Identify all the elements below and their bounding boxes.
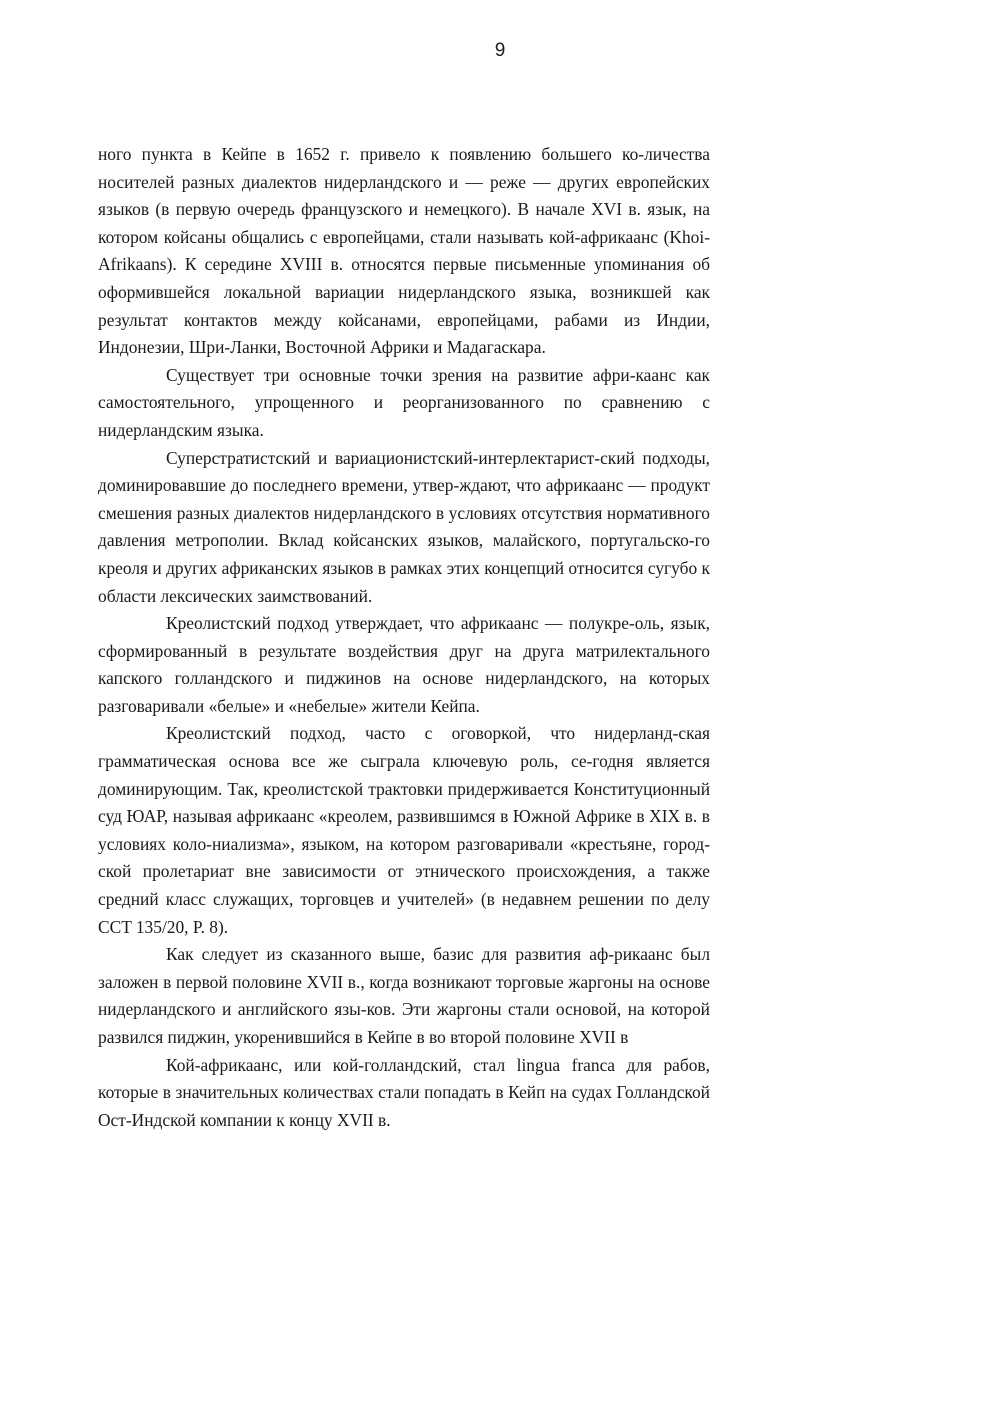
page-number: 9	[494, 40, 506, 61]
body-text	[98, 141, 710, 1134]
paragraph-2: Существует три основные точки зрения на развитие афри-каанс как самостоятельного, упрощенного и реорганизованного по сравнению с нидерландским языка.	[98, 364, 710, 440]
paragraph-7: Кой-африкаанс, или кой-голландский, стал lingua franca для рабов, которые в значительных количествах стали попадать в Кейп на судах Голландской Ост-Индской компании к концу XVII в.	[98, 1054, 710, 1130]
paragraph-1: ного пункта в Кейпе в 1652 г. привело к появлению большего ко-личества носителей разных диалектов нидерландского и — реже — других европейских языков (в первую очередь французского и немецкого). В начале XVI в. язык, на котором койсаны общались с европейцами, стали называть кой-африкаанс (Khoi-Afrikaans). К середине XVIII в. относятся первые письменные упоминания об оформившейся локальной вариации нидерландского языка, возникшей как результат контактов между койсанами, европейцами, рабами из Индии, Индонезии, Шри-Ланки, Восточной Африки и Мадагаскара.	[98, 144, 710, 358]
paragraph-4: Креолистский подход утверждает, что африкаанс — полукре-оль, язык, сформированный в результате воздействия друг на друга матрилектального капского голландского и пиджинов на основе нидерландского, на которых разговаривали «белые» и «небелые» жители Кейпа.	[98, 613, 710, 716]
paragraph-3: Суперстратистский и вариационистский-интерлектарист-ский подходы, доминировавшие до последнего времени, утвер-ждают, что африкаанс — продукт смешения разных диалектов нидерландского в условиях отсутствия нормативного давления метрополии. Вклад койсанских языков, малайского, португальско-го креоля и других африканских языков в рамках этих концепций относится сугубо к области лексических заимствований.	[98, 447, 710, 606]
paragraph-5: Креолистский подход, часто с оговоркой, что нидерланд-ская грамматическая основа все же сыграла ключевую роль, се-годня является доминирующим. Так, креолистской трактовки придерживается Конституционный суд ЮАР, называя африкаанс «креолем, развившимся в Южной Африке в XIX в. в условиях коло-ниализма», языком, на котором разговаривали «крестьяне, город-ской пролетариат вне зависимости от этнического происхождения, а также средний класс служащих, торговцев и учителей» (в недавнем решении по делу CCT 135/20, P. 8).	[98, 723, 710, 937]
paragraph-6: Как следует из сказанного выше, базис для развития аф-рикаанс был заложен в первой половине XVII в., когда возникают торговые жаргоны на основе нидерландского и английского язы-ков. Эти жаргоны стали основой, на которой развился пиджин, укоренившийся в Кейпе в во второй половине XVII в	[98, 944, 710, 1047]
